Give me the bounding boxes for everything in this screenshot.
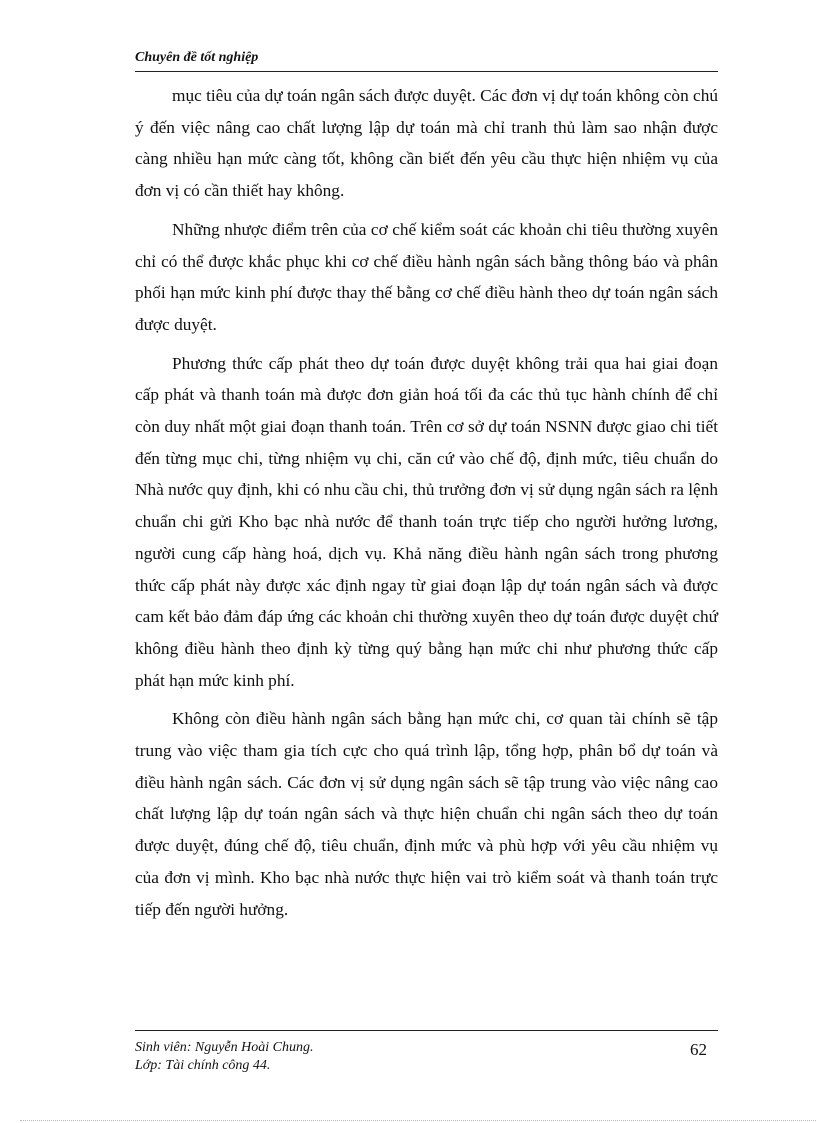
header-divider: [135, 71, 718, 72]
paragraph-1: mục tiêu của dự toán ngân sách được duyệt. Các đơn vị dự toán không còn chú ý đến việc nâng cao chất lượng lập dự toán mà chỉ tranh thủ làm sao nhận được càng nhiều hạn mức càng tốt, không cần biết đến yêu cầu thực hiện nhiệm vụ của đơn vị có cần thiết hay không.: [135, 86, 718, 201]
paragraph-4: Không còn điều hành ngân sách bằng hạn mức chi, cơ quan tài chính sẽ tập trung vào việc tham gia tích cực cho quá trình lập, tổng hợp, phân bổ dự toán và điều hành ngân sách. Các đơn vị sử dụng ngân sách sẽ tập trung vào việc nâng cao chất lượng lập dự toán ngân sách và thực hiện chuẩn chi ngân sách theo dự toán được duyệt, đúng chế độ, tiêu chuẩn, định mức và phù hợp với yêu cầu nhiệm vụ của đơn vị mình. Kho bạc nhà nước thực hiện vai trò kiểm soát và thanh toán trực tiếp đến người hưởng.: [135, 709, 718, 919]
document-body: [135, 80, 718, 932]
paragraph-3: Phương thức cấp phát theo dự toán được duyệt không trải qua hai giai đoạn cấp phát và thanh toán mà được đơn giản hoá tối đa các thủ tục hành chính để chỉ còn duy nhất một giai đoạn thanh toán. Trên cơ sở dự toán NSNN được giao chi tiết đến từng mục chi, từng nhiệm vụ chi, căn cứ vào chế độ, định mức, tiêu chuẩn do Nhà nước quy định, khi có nhu cầu chi, thủ trưởng đơn vị sử dụng ngân sách ra lệnh chuẩn chi gửi Kho bạc nhà nước để thanh toán trực tiếp cho người hưởng lương, người cung cấp hàng hoá, dịch vụ. Khả năng điều hành ngân sách trong phương thức cấp phát này được xác định ngay từ giai đoạn lập dự toán ngân sách và được cam kết bảo đảm đáp ứng các khoản chi thường xuyên theo dự toán được duyệt chứ không điều hành theo định kỳ từng quý bằng hạn mức chi như phương thức cấp phát hạn mức kinh phí.: [135, 353, 718, 690]
footer-class-name: Lớp: Tài chính công 44.: [135, 1058, 271, 1073]
footer-student-name: Sinh viên: Nguyễn Hoài Chung.: [135, 1040, 314, 1055]
footer-divider: [135, 1030, 718, 1031]
document-header-title: Chuyên đề tốt nghiệp: [135, 50, 259, 65]
page-number: 62: [690, 1040, 707, 1059]
paragraph-2: Những nhược điểm trên của cơ chế kiểm soát các khoản chi tiêu thường xuyên chỉ có thể được khắc phục khi cơ chế điều hành ngân sách bằng thông báo và phân phối hạn mức kinh phí được thay thế bằng cơ chế điều hành theo dự toán ngân sách được duyệt.: [135, 219, 718, 334]
bottom-dotted-border: [20, 1120, 816, 1121]
